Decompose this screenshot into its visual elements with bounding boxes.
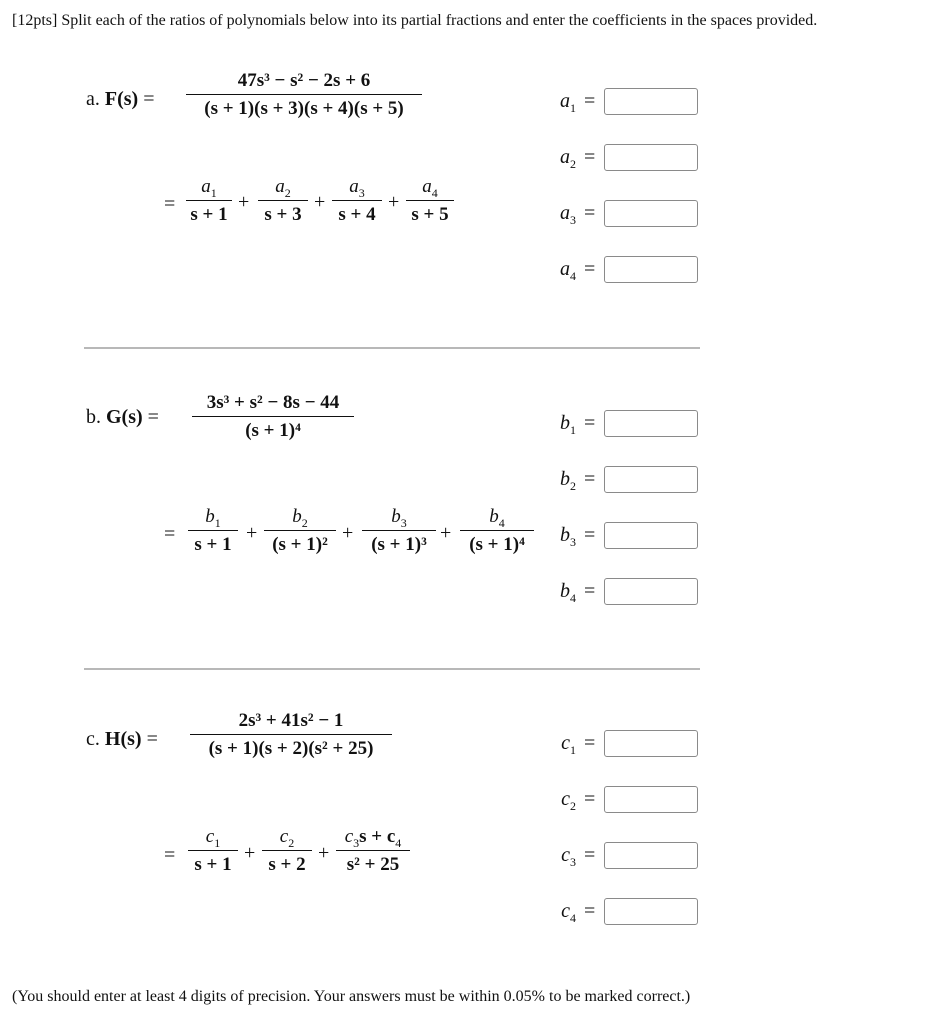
answer-input-c1[interactable]: [604, 730, 698, 757]
equals-sign: =: [164, 193, 176, 215]
field-label-b2: $b_2$: [560, 468, 576, 493]
term-b1: $b_1$ s + 1: [188, 504, 238, 559]
term-c1: $c_1$ s + 1: [188, 824, 238, 879]
plus-sign: +: [388, 191, 400, 213]
problem-c-label: c. H(s) =: [86, 728, 158, 750]
numerator: 3s³ + s² − 8s − 44: [206, 392, 340, 413]
term-c3: $c_3s + c_4$ s² + 25: [336, 824, 410, 879]
function-name: H(s): [104, 728, 142, 750]
answer-input-b4[interactable]: [604, 578, 698, 605]
plus-sign: +: [314, 191, 326, 213]
term-c2: $c_2$ s + 2: [262, 824, 312, 879]
section-divider: [84, 668, 700, 670]
field-label-b1: $b_1$: [560, 412, 576, 437]
answer-input-c2[interactable]: [604, 786, 698, 813]
instructions-text: [12pts] Split each of the ratios of polynomials below into its partial fractions and enter the coefficients in the spaces provided.: [12, 12, 818, 29]
numerator: 47s³ − s² − 2s + 6: [237, 70, 371, 91]
field-label-a2: $a_2$: [560, 146, 576, 171]
problem-b-label: b. G(s) =: [86, 406, 159, 428]
answer-input-b2[interactable]: [604, 466, 698, 493]
denominator: (s + 1)⁴: [245, 420, 301, 441]
field-label-a4: $a_4$: [560, 258, 576, 283]
term-a4: $a_4$ s + 5: [406, 174, 454, 229]
plus-sign: +: [440, 522, 452, 544]
answer-input-a1[interactable]: [604, 88, 698, 115]
term-a3: $a_3$ s + 4: [332, 174, 382, 229]
answer-input-a2[interactable]: [604, 144, 698, 171]
answer-input-c3[interactable]: [604, 842, 698, 869]
main-fraction-b: [192, 390, 354, 445]
answer-input-b3[interactable]: [604, 522, 698, 549]
term-a2: $a_2$ s + 3: [258, 174, 308, 229]
function-name: G(s): [106, 406, 143, 428]
term-b4: $b_4$ (s + 1)⁴: [460, 504, 534, 559]
field-label-c3: $c_3$: [561, 844, 576, 869]
section-divider: [84, 347, 700, 349]
main-fraction-a: [186, 68, 422, 123]
numerator: 2s³ + 41s² − 1: [238, 710, 344, 731]
term-a1: $a_1$ s + 1: [186, 174, 232, 229]
plus-sign: +: [238, 191, 250, 213]
field-label-b4: $b_4$: [560, 580, 576, 605]
answer-input-c4[interactable]: [604, 898, 698, 925]
answer-input-b1[interactable]: [604, 410, 698, 437]
field-label-a3: $a_3$: [560, 202, 576, 227]
equals-sign: =: [164, 844, 176, 866]
plus-sign: +: [318, 842, 330, 864]
precision-note: (You should enter at least 4 digits of precision. Your answers must be within 0.05% to be marked correct.): [12, 988, 691, 1005]
equals-sign: =: [164, 523, 176, 545]
plus-sign: +: [342, 522, 354, 544]
field-label-c2: $c_2$: [561, 788, 576, 813]
function-name: F(s): [104, 88, 139, 110]
answer-input-a4[interactable]: [604, 256, 698, 283]
field-label-c1: $c_1$: [561, 732, 576, 757]
main-fraction-c: [190, 708, 392, 763]
denominator: (s + 1)(s + 2)(s² + 25): [208, 738, 374, 759]
plus-sign: +: [244, 842, 256, 864]
problem-a-label: a. F(s) =: [86, 88, 155, 110]
term-b3: $b_3$ (s + 1)³: [362, 504, 436, 559]
answer-input-a3[interactable]: [604, 200, 698, 227]
plus-sign: +: [246, 522, 258, 544]
field-label-c4: $c_4$: [561, 900, 576, 925]
field-label-b3: $b_3$: [560, 524, 576, 549]
denominator: (s + 1)(s + 3)(s + 4)(s + 5): [204, 98, 404, 119]
term-b2: $b_2$ (s + 1)²: [264, 504, 336, 559]
field-label-a1: $a_1$: [560, 90, 576, 115]
